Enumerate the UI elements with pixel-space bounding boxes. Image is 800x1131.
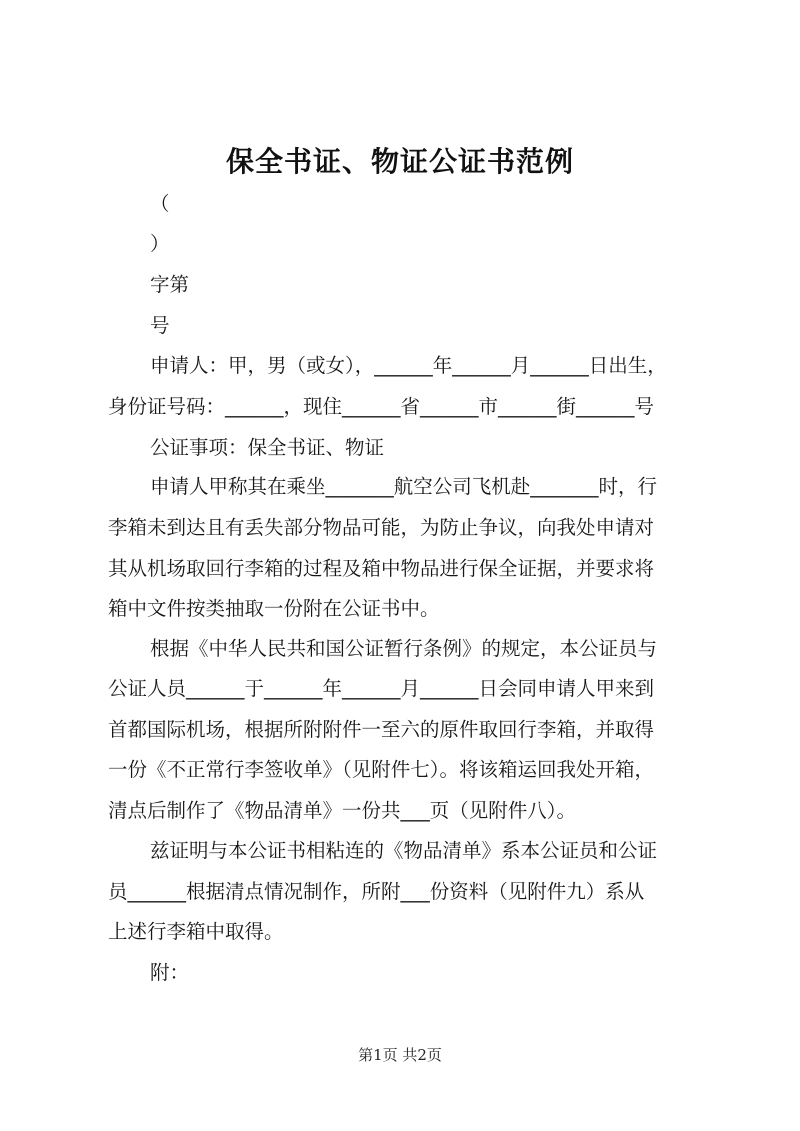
- text-line: 兹证明与本公证书相粘连的《物品清单》系本公证员和公证: [150, 839, 658, 862]
- text-line: 号: [150, 314, 170, 337]
- text-line: 身份证号码：______，现住______省______市______街______号: [108, 395, 655, 418]
- text-line: 根据《中华人民共和国公证暂行条例》的规定，本公证员与: [150, 637, 658, 660]
- text-line: 字第: [150, 273, 190, 296]
- text-line: 公证事项：保全书证、物证: [150, 436, 385, 459]
- text-line: 清点后制作了《物品清单》一份共___页（见附件八）。: [108, 799, 577, 822]
- text-line: 申请人甲称其在乘坐_______航空公司飞机赴_______时，行: [150, 475, 658, 498]
- text-line: 其从机场取回行李箱的过程及箱中物品进行保全证据，并要求将: [108, 557, 655, 580]
- text-line: 首都国际机场，根据所附附件一至六的原件取回行李箱，并取得: [108, 718, 655, 741]
- text-line: 箱中文件按类抽取一份附在公证书中。: [108, 597, 440, 620]
- document-title: 保全书证、物证公证书范例: [225, 145, 574, 178]
- text-line: 一份《不正常行李签收单》（见附件七）。将该箱运回我处开箱，: [108, 758, 655, 781]
- text-line: 附：: [150, 961, 190, 984]
- text-line: ）: [150, 232, 170, 255]
- text-line: 李箱未到达且有丢失部分物品可能，为防止争议，向我处申请对: [108, 516, 655, 539]
- text-line: 员______根据清点情况制作，所附___份资料（见附件九）系从: [108, 880, 645, 903]
- text-line: 上述行李箱中取得。: [108, 920, 284, 943]
- page-footer: 第1页 共2页: [358, 1046, 442, 1064]
- text-line: 公证人员______于______年______月______日会同申请人甲来到: [108, 677, 655, 700]
- text-line: （: [150, 192, 170, 215]
- text-line: 申请人：甲，男（或女），______年______月______日出生，: [150, 354, 667, 377]
